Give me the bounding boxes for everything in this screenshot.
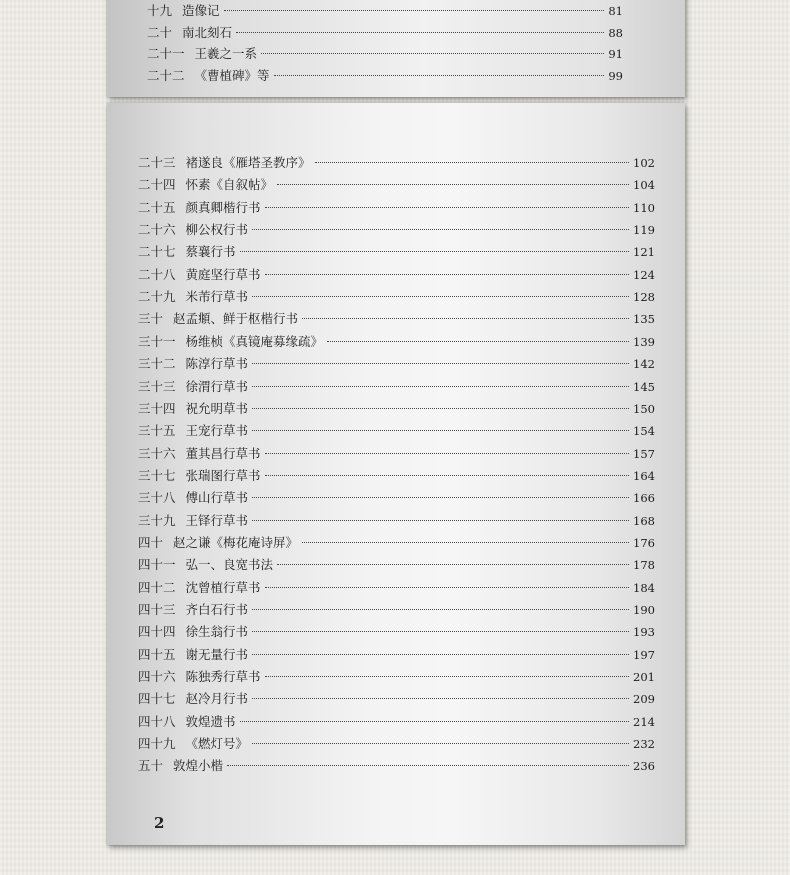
toc-entry-page: 178 xyxy=(633,558,655,573)
toc-entry-number: 三十二 xyxy=(138,356,176,372)
dot-leader xyxy=(302,318,629,319)
toc-entry-title: 张瑞图行草书 xyxy=(185,467,261,483)
dot-leader xyxy=(327,341,629,342)
toc-entry-number: 三十 xyxy=(138,311,164,327)
toc-entry-title: 谢无量行书 xyxy=(185,646,249,662)
toc-entry-number: 三十六 xyxy=(138,445,176,461)
toc-entry-page: 197 xyxy=(633,647,655,662)
toc-entry-page: 81 xyxy=(608,4,623,18)
toc-entry xyxy=(138,578,655,598)
dot-leader xyxy=(252,386,629,387)
toc-entry-number: 二十三 xyxy=(138,155,176,170)
toc-entry-page: 209 xyxy=(633,692,655,707)
toc-entry-title: 齐白石行书 xyxy=(185,602,249,617)
toc-entry xyxy=(138,712,655,732)
dot-leader xyxy=(252,654,629,655)
toc-entry-number: 二十八 xyxy=(138,266,176,282)
toc-entry-title: 敦煌小楷 xyxy=(173,758,224,774)
toc-entry xyxy=(147,1,623,21)
dot-leader xyxy=(252,408,629,409)
toc-entry xyxy=(138,555,655,575)
toc-entry-page: 139 xyxy=(633,334,655,349)
toc-entry-number: 四十五 xyxy=(138,646,176,662)
toc-entry-number: 四十七 xyxy=(138,691,176,707)
toc-entry xyxy=(147,44,623,64)
toc-entry xyxy=(138,175,655,195)
page-number: 2 xyxy=(154,814,165,832)
toc-entry-page: 145 xyxy=(633,379,655,394)
toc-entry-number: 四十四 xyxy=(138,624,176,640)
toc-entry-title: 敦煌遗书 xyxy=(185,713,236,729)
toc-entry-page: 104 xyxy=(633,178,655,193)
toc-entry-number: 三十九 xyxy=(138,512,176,528)
toc-entry-page: 201 xyxy=(633,670,655,685)
dot-leader xyxy=(265,676,630,677)
toc-entry-title: 赵之谦《梅花庵诗屏》 xyxy=(173,534,299,550)
toc-entry xyxy=(138,622,655,642)
toc-entry-page: 119 xyxy=(633,223,655,238)
toc-entry-number: 二十九 xyxy=(138,289,176,305)
toc-entry-number: 四十 xyxy=(138,534,164,550)
toc-entry-number: 三十三 xyxy=(138,378,176,394)
toc-entry-title: 王铎行草书 xyxy=(185,512,249,528)
toc-entry-page: 157 xyxy=(633,446,655,461)
dot-leader xyxy=(265,207,630,208)
toc-entry-number: 三十八 xyxy=(138,490,176,506)
toc-entry-page: 184 xyxy=(633,580,655,595)
toc-entry-page: 236 xyxy=(633,759,655,774)
toc-entry-number: 二十 xyxy=(147,24,173,40)
toc-entry xyxy=(138,287,655,307)
toc-entry-title: 米芾行草书 xyxy=(185,289,249,305)
toc-entry xyxy=(138,399,655,419)
toc-entry xyxy=(138,466,655,486)
toc-entry-title: 赵孟頫、鲜于枢楷行书 xyxy=(173,311,299,327)
toc-entry xyxy=(138,153,655,173)
dot-leader xyxy=(240,721,630,722)
toc-entry-title: 王羲之一系 xyxy=(194,46,258,61)
dot-leader xyxy=(315,162,630,163)
toc-entry-page: 232 xyxy=(633,737,655,752)
toc-entry-page: 121 xyxy=(633,245,655,260)
toc-entry-title: 徐渭行草书 xyxy=(185,378,249,394)
toc-entry-page: 176 xyxy=(633,535,655,550)
toc-entry-number: 三十一 xyxy=(138,333,176,349)
dot-leader xyxy=(252,363,629,364)
toc-entry xyxy=(138,511,655,531)
dot-leader xyxy=(252,497,629,498)
toc-entry xyxy=(147,66,623,86)
toc-entry xyxy=(138,444,655,464)
toc-entry xyxy=(138,600,655,620)
toc-entry-number: 二十一 xyxy=(147,46,185,61)
toc-entry xyxy=(147,23,623,43)
toc-entry-title: 赵冷月行书 xyxy=(185,691,249,707)
toc-entry-title: 褚遂良《雁塔圣教序》 xyxy=(185,155,311,170)
dot-leader xyxy=(224,10,605,11)
toc-entry-page: 88 xyxy=(608,25,623,40)
toc-entry-title: 祝允明草书 xyxy=(185,400,249,416)
dot-leader xyxy=(265,475,630,476)
toc-entry xyxy=(138,354,655,374)
dot-leader xyxy=(274,75,605,76)
toc-entry-number: 四十三 xyxy=(138,602,176,617)
toc-entry-number: 四十六 xyxy=(138,669,176,685)
toc-entry xyxy=(138,734,655,754)
toc-entry xyxy=(138,533,655,553)
toc-entry-title: 南北刻石 xyxy=(182,24,233,40)
dot-leader xyxy=(240,251,630,252)
toc-entry xyxy=(138,689,655,709)
toc-entry-page: 135 xyxy=(633,312,655,327)
toc-entry-title: 陈淳行草书 xyxy=(185,356,249,372)
toc-page-main xyxy=(107,103,685,845)
dot-leader xyxy=(252,430,629,431)
dot-leader xyxy=(277,564,629,565)
toc-entry-title: 《曹植碑》等 xyxy=(194,67,270,83)
toc-entry-title: 沈曾植行草书 xyxy=(185,579,261,595)
toc-entry-title: 陈独秀行草书 xyxy=(185,669,261,685)
toc-entry-number: 四十九 xyxy=(138,736,176,752)
toc-entry-page: 154 xyxy=(633,424,655,439)
toc-entry xyxy=(138,332,655,352)
toc-entry-title: 弘一、良宽书法 xyxy=(185,557,274,573)
toc-entry-number: 三十四 xyxy=(138,400,176,416)
toc-entry-page: 124 xyxy=(633,267,655,282)
toc-entry-page: 214 xyxy=(633,714,655,729)
toc-entry-number: 四十八 xyxy=(138,713,176,729)
toc-entry-title: 杨维桢《真镜庵募缘疏》 xyxy=(185,333,324,349)
toc-entry-title: 董其昌行草书 xyxy=(185,445,261,461)
toc-entry xyxy=(138,265,655,285)
toc-entry-page: 168 xyxy=(633,513,655,528)
toc-entry xyxy=(138,756,655,776)
toc-entry-title: 造像记 xyxy=(182,3,220,18)
toc-entry-page: 128 xyxy=(633,290,655,305)
dot-leader xyxy=(227,765,629,766)
toc-entry-page: 91 xyxy=(608,47,623,61)
toc-entry xyxy=(138,421,655,441)
toc-entry-title: 颜真卿楷行书 xyxy=(185,199,261,215)
toc-page-upper xyxy=(107,0,685,97)
toc-entry-number: 二十二 xyxy=(147,67,185,83)
toc-entry-page: 164 xyxy=(633,468,655,483)
toc-entry xyxy=(138,488,655,508)
dot-leader xyxy=(252,609,629,610)
dot-leader xyxy=(265,587,630,588)
toc-entry xyxy=(138,645,655,665)
toc-entry-title: 傅山行草书 xyxy=(185,490,249,506)
toc-entry-page: 190 xyxy=(633,603,655,617)
toc-entry-page: 102 xyxy=(633,156,655,170)
toc-entry-number: 二十六 xyxy=(138,222,176,238)
dot-leader xyxy=(252,296,629,297)
toc-entry-title: 《燃灯号》 xyxy=(185,736,249,752)
dot-leader xyxy=(252,229,629,230)
toc-entry-page: 110 xyxy=(633,200,655,215)
toc-entry-page: 166 xyxy=(633,491,655,506)
toc-entry-title: 蔡襄行书 xyxy=(185,244,236,260)
toc-entry xyxy=(138,377,655,397)
toc-entry-number: 二十七 xyxy=(138,244,176,260)
dot-leader xyxy=(302,542,629,543)
toc-entry-number: 三十七 xyxy=(138,467,176,483)
toc-entry-number: 二十五 xyxy=(138,199,176,215)
toc-entry-title: 柳公权行书 xyxy=(185,222,249,238)
toc-entry xyxy=(138,309,655,329)
toc-entry-number: 五十 xyxy=(138,758,164,774)
dot-leader xyxy=(277,184,629,185)
toc-entry-title: 黄庭坚行草书 xyxy=(185,266,261,282)
toc-entry-title: 怀素《自叙帖》 xyxy=(185,177,274,193)
toc-entry-number: 十九 xyxy=(147,3,173,18)
dot-leader xyxy=(265,453,630,454)
dot-leader xyxy=(252,520,629,521)
toc-entry-page: 150 xyxy=(633,401,655,416)
dot-leader xyxy=(261,53,604,54)
toc-entry-title: 王宠行草书 xyxy=(185,423,249,439)
dot-leader xyxy=(265,274,630,275)
toc-entry-page: 193 xyxy=(633,625,655,640)
dot-leader xyxy=(236,32,604,33)
toc-entry-page: 99 xyxy=(608,68,623,83)
toc-entry-number: 二十四 xyxy=(138,177,176,193)
toc-entry-title: 徐生翁行书 xyxy=(185,624,249,640)
toc-entry-number: 四十二 xyxy=(138,579,176,595)
toc-entry xyxy=(138,667,655,687)
toc-entry-number: 四十一 xyxy=(138,557,176,573)
toc-entry-number: 三十五 xyxy=(138,423,176,439)
toc-entry xyxy=(138,220,655,240)
toc-entry-page: 142 xyxy=(633,357,655,372)
dot-leader xyxy=(252,743,629,744)
toc-entry xyxy=(138,198,655,218)
toc-entry xyxy=(138,242,655,262)
dot-leader xyxy=(252,631,629,632)
dot-leader xyxy=(252,698,629,699)
